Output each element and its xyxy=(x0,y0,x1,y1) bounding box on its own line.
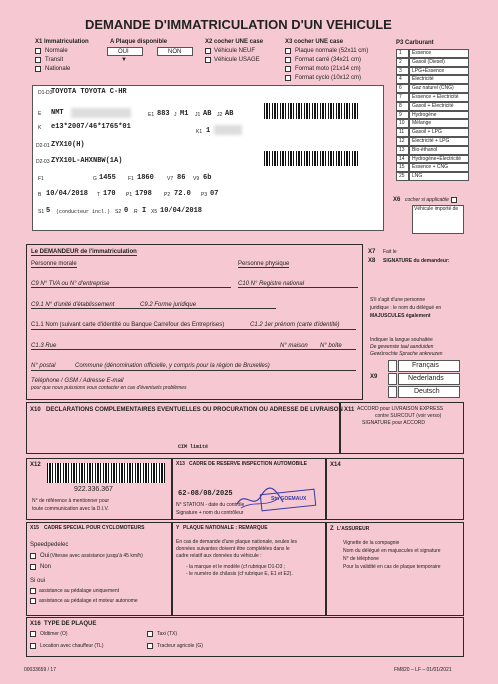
y-para-3: cadre relatif aux données du véhicule : xyxy=(176,553,262,559)
plate-tractor-label: Tracteur agricole (G) xyxy=(157,643,203,649)
f1-value: 1860 xyxy=(137,174,154,182)
fuel-code: 11 xyxy=(399,129,405,136)
fuel-code: 15 xyxy=(399,164,405,171)
t-label: T xyxy=(97,192,101,198)
vehicle-barcode-1 xyxy=(264,103,360,119)
fuel-code: 3 xyxy=(399,67,402,74)
y-label: Y xyxy=(176,525,180,531)
arrow-down-icon: ▼ xyxy=(121,57,127,63)
x8-note-1: S'il s'agit d'une personne xyxy=(370,297,426,303)
x12-note-2: toute communication avec la D.I.V. xyxy=(32,506,109,512)
fuel-code: 8 xyxy=(399,102,402,109)
assist-2-checkbox[interactable] xyxy=(30,598,36,604)
g-value: 1455 xyxy=(99,174,116,182)
x14-label: X14 xyxy=(330,462,341,468)
d1d3-label: D1-D3 xyxy=(38,90,53,96)
x5-value: 10/04/2018 xyxy=(160,207,203,215)
assist-1-label: assistance au pédalage uniquement xyxy=(39,588,120,594)
postal-label[interactable]: N° postal xyxy=(31,363,56,369)
commune-label[interactable]: Commune (dénomination officielle, y compris pour la région de Bruxelles) xyxy=(75,363,270,369)
x2-label: X2 cocher UNE case xyxy=(205,39,264,45)
speed-non-label: Non xyxy=(40,564,52,570)
x12-number: 922.336.367 xyxy=(74,486,113,493)
y-para-2: données suivantes doivent être complétées dans le xyxy=(176,546,290,552)
inspection-stamp xyxy=(235,486,317,514)
x16-title: TYPE DE PLAQUE xyxy=(44,621,97,627)
x1-normale-checkbox[interactable] xyxy=(35,48,41,54)
fuel-code: 9 xyxy=(399,111,402,118)
assist-1-checkbox[interactable] xyxy=(30,588,36,594)
x10-cim: CIM limité xyxy=(178,444,209,450)
fuel-code-cell[interactable] xyxy=(396,75,409,84)
x6-import-label: Véhicule importé de xyxy=(414,206,459,212)
x13-label: X13 xyxy=(176,461,185,467)
e1-label: E1 xyxy=(148,112,155,118)
c11-label[interactable]: C1.1 Nom (suivant carte d'identité ou Banque Carrefour des Entreprises) xyxy=(31,322,225,328)
fuel-code-cell[interactable] xyxy=(396,93,409,102)
plate-taxi-checkbox[interactable] xyxy=(147,631,153,637)
x3-moto-label: Format moto (21x14 cm) xyxy=(295,66,361,72)
t-value: 170 xyxy=(103,190,116,198)
p2-label: P2 xyxy=(164,192,171,198)
stamp-text: Stn GOEMAUX xyxy=(271,496,307,502)
x3-cyclo-checkbox[interactable] xyxy=(285,75,291,81)
divider-postal xyxy=(31,370,356,371)
a-label: A Plaque disponible xyxy=(110,39,168,45)
assist-2-label: assistance au pédalage et moteur autonome xyxy=(39,598,138,604)
c91-label[interactable]: C9.1 N° d'unité d'établissement xyxy=(31,302,115,308)
fuel-label: Hydrogène xyxy=(412,111,437,118)
e1-value: 883 xyxy=(157,110,170,118)
speed-non-checkbox[interactable] xyxy=(30,564,36,570)
divider-c9 xyxy=(31,287,231,288)
x2-usage-checkbox[interactable] xyxy=(205,57,211,63)
fuel-code-cell[interactable] xyxy=(396,49,409,58)
x15-label: X15 xyxy=(30,525,39,531)
divider-c10 xyxy=(238,287,358,288)
plate-tl-label: Location avec chauffeur (TL) xyxy=(40,643,104,649)
x6-note: cocher si applicable xyxy=(405,197,449,203)
x8-note-3: MAJUSCULES également xyxy=(370,313,431,319)
x3-normale-checkbox[interactable] xyxy=(285,48,291,54)
x1-normale-label: Normale xyxy=(45,48,68,54)
s1-note: (conducteur incl.) xyxy=(56,209,111,215)
p3-field-label: P3 xyxy=(201,192,208,198)
maison-label[interactable]: N° maison xyxy=(280,343,308,349)
plate-taxi-label: Taxi (TX) xyxy=(157,631,177,637)
fuel-code: 2 xyxy=(399,58,402,65)
j1-label: J1 xyxy=(195,112,201,118)
x6-checkbox[interactable] xyxy=(451,197,457,203)
j2-value: AB xyxy=(225,110,234,118)
fuel-label: Mélange xyxy=(412,120,432,127)
fuel-code-cell[interactable] xyxy=(396,58,409,67)
speed-oui-note: (Vitesse avec assistance jusqu'à 45 km/h) xyxy=(50,553,143,559)
x3-normale-label: Plaque normale (52x11 cm) xyxy=(295,48,369,54)
x1-transit-label: Transit xyxy=(45,57,64,63)
j-value: M1 xyxy=(180,110,189,118)
speed-oui-label: Oui xyxy=(40,553,50,559)
x16-label: X16 xyxy=(30,621,41,627)
lang-fr-label: Français xyxy=(412,362,439,369)
x13-title: CADRE DE RESERVE INSPECTION AUTOMOBILE xyxy=(189,461,307,467)
fuel-code: 4 xyxy=(399,76,402,83)
fuel-code: 12 xyxy=(399,138,405,144)
y-para-1: En cas de demande d'une plaque nationale, seules les xyxy=(176,539,298,545)
fuel-label: Essence + Electricité xyxy=(412,94,459,100)
fuel-code-cell[interactable] xyxy=(396,84,409,93)
x3-carre-label: Format carré (34x21 cm) xyxy=(295,57,362,63)
si-oui-label: Si oui xyxy=(30,578,46,584)
b-value: 10/04/2018 xyxy=(46,190,89,198)
p2-value: 72.0 xyxy=(174,190,191,198)
fuel-code: 1 xyxy=(399,50,402,56)
j1-value: AB xyxy=(203,110,212,118)
f1-label: F1 xyxy=(38,176,44,182)
divider-c91 xyxy=(31,308,276,309)
fuel-label: Gasoil + Electricité xyxy=(412,102,454,109)
v9-value: 6b xyxy=(203,174,212,182)
c9-label[interactable]: C9 N° TVA ou N° d'entreprise xyxy=(31,281,110,287)
x13-station: N° STATION - date du contrôle xyxy=(176,502,245,508)
p3-label: P3 Carburant xyxy=(396,40,434,46)
vehicle-barcode-2 xyxy=(264,151,360,166)
x1-nationale-label: Nationale xyxy=(45,66,71,72)
fuel-label: Gasoil (Diesel) xyxy=(412,58,445,65)
tel-note: pour que nous puissions vous contacter en cas d'éventuels problèmes xyxy=(31,385,187,391)
e-label: E xyxy=(38,111,42,117)
c92-label[interactable]: C9.2 Forme juridique xyxy=(140,302,197,308)
fuel-label: Gasoil + LPG xyxy=(412,129,442,136)
x1-label: X1 Immatriculation xyxy=(35,39,89,45)
boite-label[interactable]: N° boîte xyxy=(320,343,342,349)
vin-value: NMT xyxy=(51,109,64,117)
demandeur-title: Le DEMANDEUR de l'immatriculation xyxy=(31,249,137,255)
x2-neuf-label: Véhicule NEUF xyxy=(214,48,256,54)
x3-cyclo-label: Format cyclo (10x12 cm) xyxy=(295,75,362,81)
fuel-code-cell[interactable] xyxy=(396,67,409,76)
speedpedelec-label: Speedpedelec xyxy=(30,542,69,548)
lang-de-box[interactable] xyxy=(388,386,397,398)
x11-line-1: ACCORD pour LIVRAISON EXPRESS xyxy=(357,406,444,412)
lang-nl-box[interactable] xyxy=(388,373,397,385)
x11-line-3[interactable]: SIGNATURE pour ACCORD xyxy=(362,420,425,426)
plate-oldtimer-label: Oldtimer (O) xyxy=(40,631,68,637)
fuel-code: 14 xyxy=(399,155,405,162)
r-label: R xyxy=(134,209,138,215)
personne-physique-label: Personne physique xyxy=(238,261,290,267)
x2-usage-label: Véhicule USAGE xyxy=(214,57,260,63)
divider-c13 xyxy=(31,349,356,350)
x3-carre-checkbox[interactable] xyxy=(285,57,291,63)
z-label: Z xyxy=(330,526,334,532)
page-title: DEMANDE D'IMMATRICULATION D'UN VEHICULE xyxy=(85,17,392,32)
x1-nationale-checkbox[interactable] xyxy=(35,66,41,72)
k-value: e13*2007/46*1765*01 xyxy=(51,123,131,131)
y-bullet-1: - la marque et le modèle (cf rubrique D1-D3 ; xyxy=(186,564,286,570)
fuel-code: 7 xyxy=(399,94,402,100)
lang-nl-label: Nederlands xyxy=(408,375,444,382)
x7-sub[interactable]: Fait le xyxy=(383,249,397,255)
plate-tractor-checkbox[interactable] xyxy=(147,643,153,649)
j-label: J xyxy=(174,112,177,118)
x9-label: X9 xyxy=(370,374,378,380)
c10-label[interactable]: C10 N° Registre national xyxy=(238,281,305,287)
a-non-label: NON xyxy=(168,49,182,55)
x10-title: DECLARATIONS COMPLEMENTAIRES EVENTUELLES OU PROCURATION OU ADRESSE DE LIVRAISON xyxy=(46,407,343,413)
fuel-code: 10 xyxy=(399,120,405,127)
x2-neuf-checkbox[interactable] xyxy=(205,48,211,54)
x14-section xyxy=(326,458,464,520)
fuel-label: LPG+Essence xyxy=(412,67,445,74)
p3-value: 07 xyxy=(210,190,219,198)
p1-label: P1 xyxy=(126,192,133,198)
fuel-code-cell[interactable] xyxy=(396,102,409,111)
f1-label-2: F1 xyxy=(128,176,134,182)
s2-value: 0 xyxy=(124,207,129,215)
fuel-code: 25 xyxy=(399,173,405,180)
x5-label: X5 xyxy=(151,209,158,215)
footer-right: FM820 – LF – 01/01/2021 xyxy=(394,667,452,673)
x3-moto-checkbox[interactable] xyxy=(285,66,291,72)
j2-label: J2 xyxy=(217,112,223,118)
d23-value: ZYX10L-AHXNBW(1A) xyxy=(51,157,123,165)
k1-redaction xyxy=(214,125,242,135)
divider-c11 xyxy=(31,329,356,330)
y-title: PLAQUE NATIONALE : REMARQUE xyxy=(183,525,268,531)
r-value: I xyxy=(142,207,147,215)
x12-note-1: N° de référence à mentionner pour xyxy=(32,498,110,504)
lang-note-1: Indiquer la langue souhaitée xyxy=(370,337,433,343)
z-item-2: Nom du délégué en majuscules et signature xyxy=(343,548,441,554)
make-value: TOYOTA TOYOTA C-HR xyxy=(51,88,127,96)
v7-value: 86 xyxy=(177,174,186,182)
c12-label[interactable]: C1.2 1er prénom (carte d'identité) xyxy=(250,322,340,328)
g-label: G xyxy=(93,176,97,182)
d23-label: D2-03 xyxy=(36,159,50,165)
fuel-label: Essence + CNG xyxy=(412,164,448,171)
s2-label: S2 xyxy=(115,209,122,215)
speed-oui-checkbox[interactable] xyxy=(30,553,36,559)
p1-value: 1798 xyxy=(135,190,152,198)
x8-label: X8 xyxy=(368,258,376,264)
k1-label: K1 xyxy=(196,129,203,135)
fuel-label: Electricité xyxy=(412,76,434,83)
fuel-label: LNG xyxy=(412,173,423,180)
fuel-label: Hydrogène+Electricité xyxy=(412,155,462,162)
tel-label[interactable]: Téléphone / GSM / Adresse E-mail xyxy=(31,378,124,384)
x11-line-2: contre SURCOUT (voir verso) xyxy=(375,413,442,419)
v9-label: V9 xyxy=(193,176,200,182)
x13-number: 62-08/08/2025 xyxy=(178,490,233,498)
s1-value: 5 xyxy=(46,207,51,215)
plate-oldtimer-checkbox[interactable] xyxy=(30,631,36,637)
x8-note-2: juridique : le nom du délégué en xyxy=(370,305,442,311)
fuel-code: 6 xyxy=(399,85,402,92)
x8-sub[interactable]: SIGNATURE du demandeur: xyxy=(383,258,450,264)
footer-left: 00033659 / 17 xyxy=(24,667,56,673)
vin-redaction xyxy=(71,108,131,118)
lang-de-label: Deutsch xyxy=(414,388,440,395)
fuel-label: Bio-éthanol xyxy=(412,146,438,153)
x11-label: X11 xyxy=(344,407,355,413)
z-title: L'ASSUREUR xyxy=(337,526,370,532)
x3-label: X3 cocher UNE case xyxy=(285,39,344,45)
x13-sign[interactable]: Signature + nom du contrôleur xyxy=(176,510,244,516)
d21-value: ZYX10(H) xyxy=(51,141,85,149)
z-item-4: Pour la validité en cas de plaque temporaire xyxy=(343,564,441,570)
s1-label: S1 xyxy=(38,209,45,215)
v7-label: V7 xyxy=(167,176,174,182)
lang-fr-box[interactable] xyxy=(388,360,397,372)
d21-label: D2-01 xyxy=(36,143,50,149)
fuel-label: Electricité + LPG xyxy=(412,138,450,144)
a-oui-label: OUI xyxy=(118,49,129,55)
plate-tl-checkbox[interactable] xyxy=(30,643,36,649)
x10-label: X10 xyxy=(30,407,41,413)
x12-barcode xyxy=(47,463,165,483)
x7-label: X7 xyxy=(368,249,376,255)
k-label: K xyxy=(38,125,42,131)
fuel-label: Essence xyxy=(412,50,432,56)
fuel-code-cell[interactable] xyxy=(396,111,409,120)
x1-transit-checkbox[interactable] xyxy=(35,57,41,63)
x15-title: CADRE SPECIAL POUR CYCLOMOTEURS xyxy=(44,525,145,531)
c13-label[interactable]: C1.3 Rue xyxy=(31,343,57,349)
y-bullet-2: - le numéro de châssis (cf rubrique E, E1 et E2). xyxy=(186,571,293,577)
k1-value: 1 xyxy=(206,127,211,135)
fuel-code: 13 xyxy=(399,146,405,153)
fuel-label: Gaz naturel (CNG) xyxy=(412,85,454,92)
z-item-1: Vignette de la compagnie xyxy=(343,540,400,546)
lang-note-2: De gewenste taal aanduiden xyxy=(370,344,434,350)
x12-label: X12 xyxy=(30,462,41,468)
x6-label: X6 xyxy=(393,197,401,203)
z-item-3: N° de téléphone xyxy=(343,556,379,562)
personne-morale-label: Personne morale xyxy=(31,261,77,267)
b-label: B xyxy=(38,192,42,198)
lang-note-3: Gewünschte Sprache ankreuzen xyxy=(370,351,443,357)
